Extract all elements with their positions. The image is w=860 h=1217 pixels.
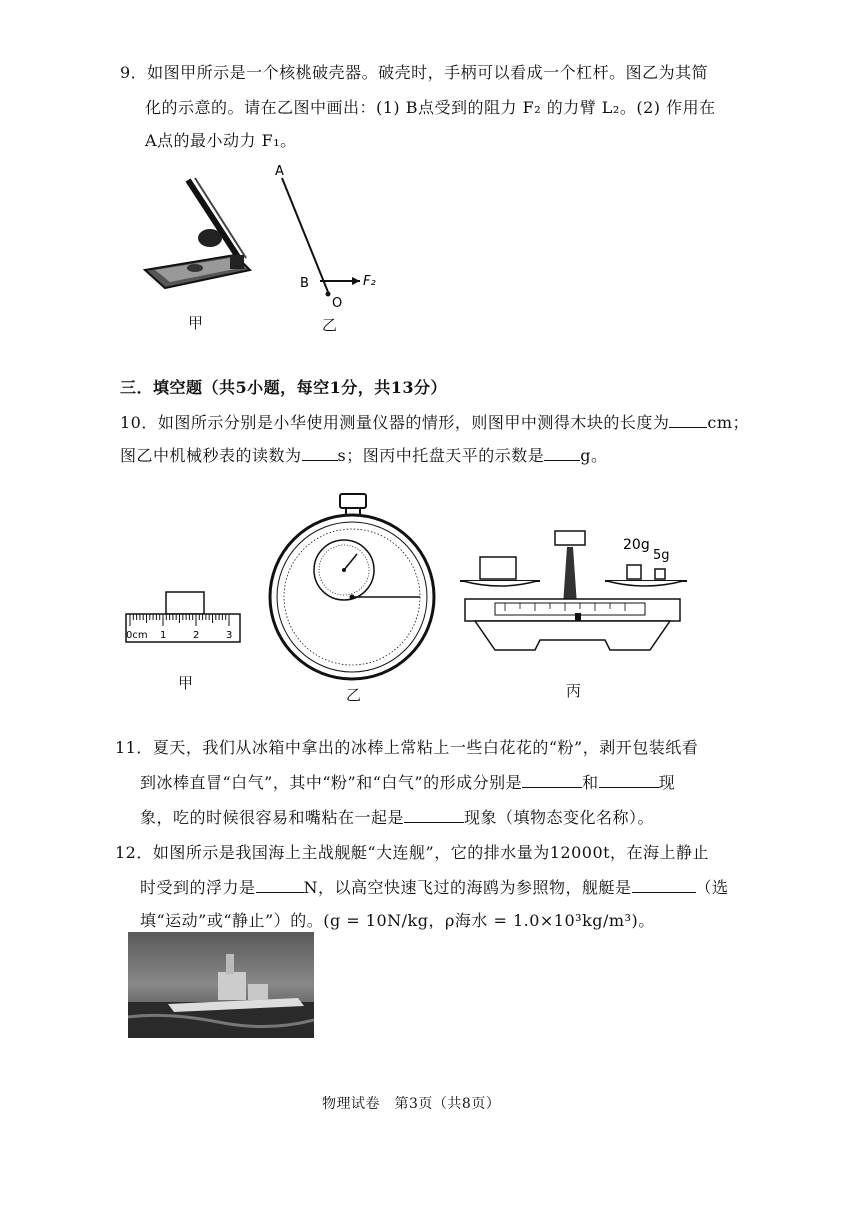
weight-20g-label: 20g	[623, 537, 650, 553]
page-footer: 物理试卷 第3页（共8页）	[322, 1096, 501, 1112]
blank-fen[interactable]	[522, 773, 582, 788]
blank-motion[interactable]	[632, 878, 696, 893]
q12-text-line1: 12．如图所示是我国海上主战舰艇“大连舰”，它的排水量为12000t，在海上静止	[115, 843, 710, 862]
q11-text-line3: 象，吃的时候很容易和嘴粘在一起是 现象（填物态变化名称）。	[140, 808, 655, 827]
lever-diagram	[270, 160, 390, 310]
section3-title: 三．填空题（共5小题，每空1分，共13分）	[120, 378, 448, 397]
weight-5g-label: 5g	[653, 548, 670, 563]
q9-caption-yi: 乙	[322, 316, 338, 334]
q12-text-line3: 填“运动”或“静止”）的。(g = 10N/kg，ρ海水 = 1.0×10³kg/m³)。	[140, 911, 655, 930]
label-f2: F₂	[363, 274, 376, 289]
balance-figure	[455, 525, 690, 665]
warship-photo	[128, 932, 314, 1038]
q11-text-line2: 到冰棒直冒“白气”，其中“粉”和“白气”的形成分别是 和 现	[140, 773, 676, 792]
blank-balance[interactable]	[544, 446, 580, 461]
q12-text-line2: 时受到的浮力是 N，以高空快速飞过的海鸥为参照物，舰艇是 （选	[140, 878, 729, 897]
label-a: A	[275, 164, 284, 179]
q9-caption-jia: 甲	[188, 314, 204, 332]
q10-caption-bing: 丙	[566, 682, 582, 700]
stopwatch-figure	[262, 492, 442, 682]
blank-sticky[interactable]	[404, 808, 464, 823]
blank-length[interactable]	[669, 413, 707, 428]
label-o: O	[332, 296, 343, 310]
q10-caption-yi: 乙	[346, 686, 362, 704]
q10-text-line2: 图乙中机械秒表的读数为 s；图丙中托盘天平的示数是 g。	[120, 446, 608, 465]
q9-text-line3: A点的最小动力 F₁。	[145, 131, 297, 150]
q10-caption-jia: 甲	[178, 674, 194, 692]
ruler-tick-0: 0cm	[126, 630, 148, 641]
label-b: B	[300, 276, 309, 291]
blank-baiqi[interactable]	[599, 773, 659, 788]
q11-text-line1: 11．夏天，我们从冰箱中拿出的冰棒上常粘上一些白花花的“粉”，剥开包装纸看	[115, 738, 699, 757]
q9-text-line1: 9．如图甲所示是一个核桃破壳器。破壳时，手柄可以看成一个杠杆。图乙为其简	[120, 63, 709, 82]
ruler-tick-1: 1	[160, 630, 167, 641]
q10-text-line1: 10．如图所示分别是小华使用测量仪器的情形，则图甲中测得木块的长度为 cm；	[120, 413, 750, 432]
blank-buoyancy[interactable]	[256, 878, 304, 893]
ruler-tick-2: 2	[193, 630, 200, 641]
ruler-figure	[124, 590, 244, 650]
walnut-cracker-figure	[140, 170, 260, 300]
ruler-tick-3: 3	[226, 630, 233, 641]
q9-text-line2: 化的示意的。请在乙图中画出：(1) B点受到的阻力 F₂ 的力臂 L₂。(2) 作用在	[145, 98, 716, 117]
blank-stopwatch[interactable]	[302, 446, 338, 461]
